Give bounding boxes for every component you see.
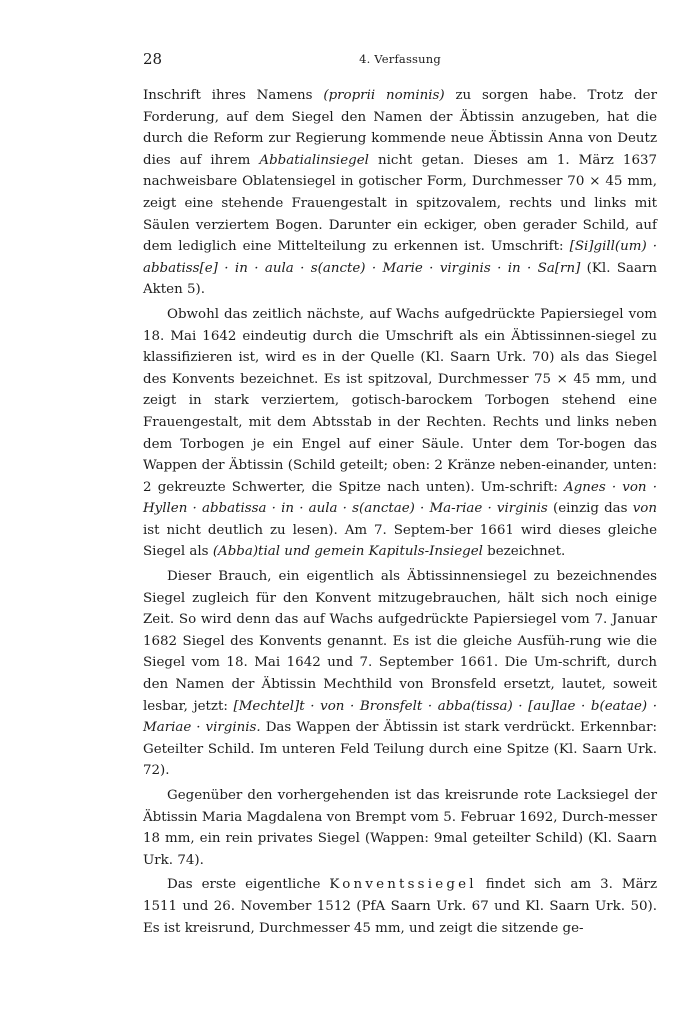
text-run: Gegenüber den vorhergehenden ist das kreisrunde rote Lacksiegel der Äbtissin Maria Magdalena von Brempt vom 5. Februar 1692, Durch-messer 18 mm, ein rein privates Siegel (Wappen: 9mal geteilter Schild) (Kl. Saarn Urk. 74). — [143, 788, 657, 868]
page-header — [143, 50, 657, 72]
italic-text: [Mechtel]t · von · Bronsfelt · abba(tissa) · [au]lae · b(eatae) · Mariae · virginis. — [143, 698, 657, 736]
running-head: 4. Verfassung — [359, 52, 441, 66]
italic-text: Abbatialinsiegel — [259, 152, 369, 168]
body-text — [143, 85, 657, 939]
text-run: (Kl. Saarn Akten 5). — [143, 260, 657, 298]
paragraph-5 — [143, 874, 657, 939]
italic-text: (proprii nominis) — [323, 88, 445, 103]
text-run: findet sich am 3. März 1511 und 26. November 1512 (PfA Saarn Urk. 67 und Kl. Saarn Urk. 50). Es ist kreisrund, Durchmesser 45 mm, und zeigt die sitzende ge- — [143, 877, 658, 936]
text-run: Das erste eigentliche — [167, 877, 330, 893]
text-run: Inschrift ihres Namens — [143, 88, 324, 103]
text-run: ist nicht deutlich zu lesen). Am 7. Septem-ber 1661 wird dieses gleiche Siegel als — [143, 522, 657, 560]
italic-text: von — [632, 501, 657, 517]
italic-text: (Abba)tial und gemein Kapituls-Insiegel — [212, 544, 483, 560]
text-run: (einzig das — [547, 501, 633, 517]
paragraph-3 — [143, 566, 657, 782]
text-run: Dieser Brauch, ein eigentlich als Äbtissinnensiegel zu bezeichnendes Siegel zugleich für den Konvent mitzugebrauchen, hält sich noch einige Zeit. So wird denn das auf Wachs aufgedrückte Papiersiegel vom 7. Januar 1682 Siegel des Konvents genannt. Es ist die gleiche Ausfüh-rung wie die Siegel vom 18. Mai 1642 und 7. September 1661. Die Um-schrift, durch den Namen der Äbtissin Mechthild von Bronsfeld ersetzt, lautet, soweit lesbar, jetzt: — [143, 569, 657, 714]
spaced-emphasis-text: Konventssiegel — [329, 877, 477, 893]
italic-text: Agnes · von · Hyllen · abbatissa · in · aula · s(anctae) · Ma-riae · virginis — [143, 479, 657, 517]
text-run: nicht getan. Dieses am 1. März 1637 nachweisbare Oblatensiegel in gotischer Form, Durchmesser 70 × 45 mm, zeigt eine stehende Frauengestalt in spitzovalem, rechts und links mit Säulen verziertem Bogen. Darunter ein eckiger, oben gerader Schild, auf dem lediglich eine Mittelteilung zu erkennen ist. Umschrift: — [143, 152, 657, 255]
text-run: Das Wappen der Äbtissin ist stark verdrückt. Erkennbar: Geteilter Schild. Im unteren Feld Teilung durch eine Spitze (Kl. Saarn Urk. 72). — [143, 720, 657, 779]
text-run: zu sorgen habe. Trotz der Forderung, auf dem Siegel den Namen der Äbtissin anzugeben, hat die durch die Reform zur Regierung kommende neue Äbtissin Anna von Deutz dies auf ihrem — [143, 88, 657, 168]
paragraph-4 — [143, 785, 657, 871]
text-run: bezeichnet. — [482, 544, 566, 560]
page-number: 28 — [143, 50, 163, 68]
text-run: Obwohl das zeitlich nächste, auf Wachs aufgedrückte Papiersiegel vom 18. Mai 1642 eindeutig durch die Umschrift als ein Äbtissinnen-siegel zu klassifizieren ist, wird es in der Quelle (Kl. Saarn Urk. 70) als das Siegel des Konvents bezeichnet. Es ist spitzoval, Durchmesser 75 × 45 mm, und zeigt in stark verziertem, gotisch-barockem Torbogen stehend eine Frauengestalt, mit dem Abtsstab in der Rechten. Rechts und links neben dem Torbogen je ein Engel auf einer Säule. Unter dem Tor-bogen das Wappen der Äbtissin (Schild geteilt; oben: 2 Kränze neben-einander, unten: 2 gekreuzte Schwerter, die Spitze nach unten). Um-schrift: — [143, 306, 657, 495]
italic-text: [Si]gill(um) · abbatiss[e] · in · aula · s(ancte) · Marie · virginis · in · Sa[rn] — [143, 239, 658, 276]
paragraph-2 — [143, 304, 657, 563]
paragraph-1 — [143, 85, 657, 301]
